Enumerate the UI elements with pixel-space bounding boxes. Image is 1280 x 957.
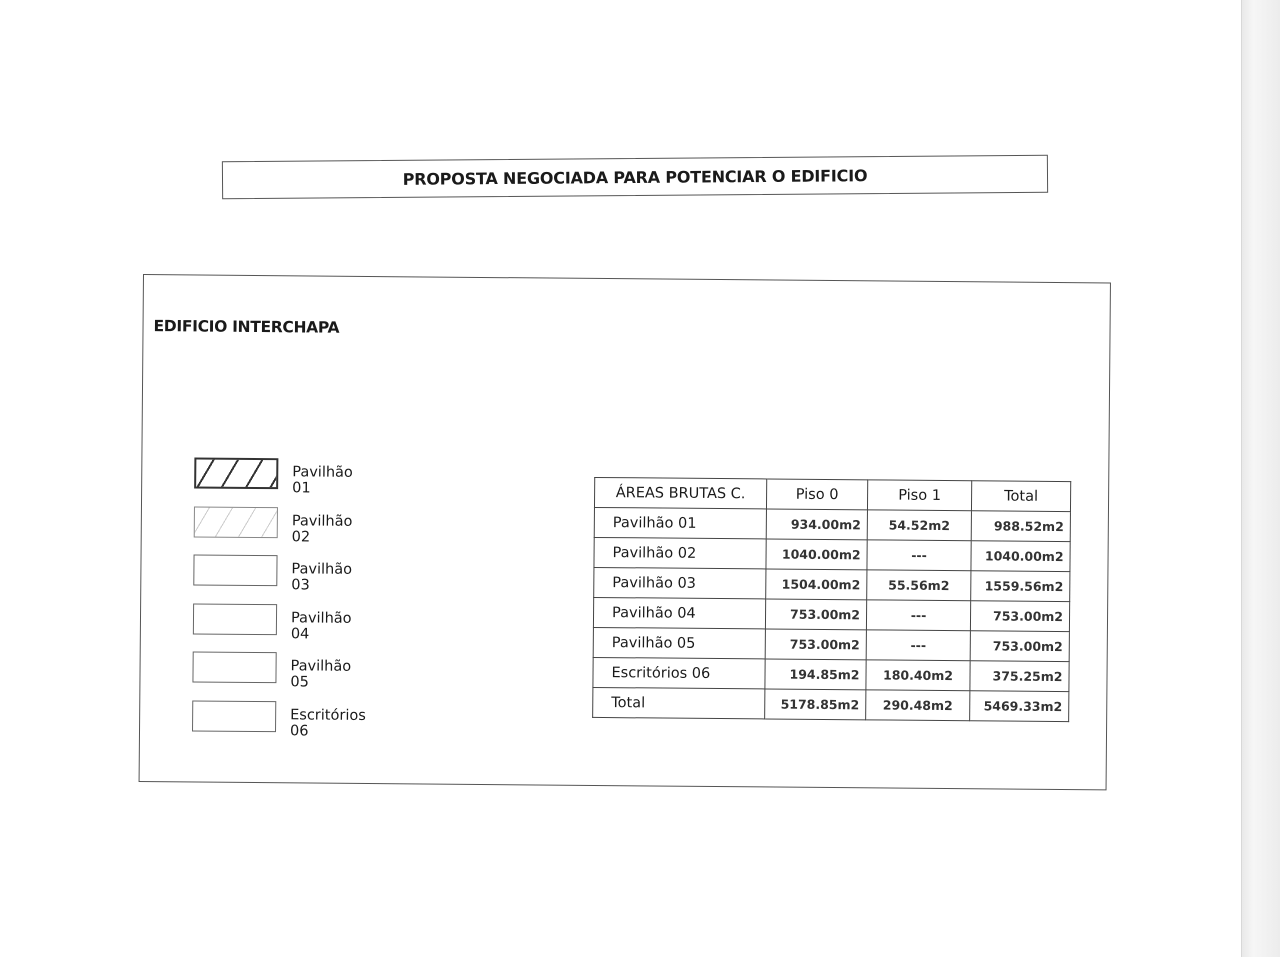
area-cell: --- — [866, 600, 970, 631]
area-cell: 753.00m2 — [765, 599, 866, 630]
legend-label: Pavilhão 03 — [291, 561, 353, 594]
row-label: Pavilhão 03 — [594, 567, 766, 598]
column-header: Piso 0 — [766, 479, 867, 510]
table-row — [593, 687, 1069, 721]
table-row — [593, 657, 1069, 691]
column-header: ÁREAS BRUTAS C. — [594, 477, 766, 508]
area-cell: 290.48m2 — [866, 690, 970, 721]
row-label: Pavilhão 04 — [593, 597, 765, 628]
area-cell: 1504.00m2 — [766, 569, 867, 600]
area-cell: 5469.33m2 — [970, 691, 1069, 722]
document-title: PROPOSTA NEGOCIADA PARA POTENCIAR O EDIFICIO — [402, 165, 868, 189]
blank-swatch-icon — [193, 603, 277, 635]
row-label: Pavilhão 02 — [594, 537, 766, 568]
area-cell: 753.00m2 — [970, 631, 1069, 662]
legend-label: Pavilhão 01 — [292, 464, 353, 497]
area-cell: 988.52m2 — [971, 511, 1070, 542]
table-row — [594, 537, 1070, 571]
legend — [192, 457, 366, 748]
table-header-row — [594, 477, 1070, 511]
area-cell: 54.52m2 — [867, 510, 971, 541]
areas-table — [592, 477, 1071, 722]
column-header: Piso 1 — [867, 480, 971, 511]
area-cell: --- — [866, 630, 970, 661]
table-row — [593, 597, 1069, 631]
area-cell: 753.00m2 — [970, 601, 1069, 632]
legend-label: Pavilhão 04 — [290, 609, 352, 642]
area-cell: --- — [867, 540, 971, 571]
blank-swatch-icon — [193, 554, 277, 586]
hatched-swatch-icon — [194, 457, 278, 489]
area-cell: 1040.00m2 — [971, 541, 1070, 572]
area-cell: 1040.00m2 — [766, 539, 867, 570]
area-cell: 753.00m2 — [765, 629, 866, 660]
area-cell: 1559.56m2 — [971, 571, 1070, 602]
legend-label: Pavilhão 02 — [291, 512, 353, 545]
column-header: Total — [971, 481, 1070, 512]
table-row — [594, 507, 1070, 541]
blank-swatch-icon — [192, 700, 276, 732]
blank-swatch-icon — [192, 651, 276, 683]
building-name: EDIFICIO INTERCHAPA — [153, 317, 340, 337]
row-label: Total — [593, 687, 765, 718]
area-cell: 375.25m2 — [970, 661, 1069, 692]
area-cell: 5178.85m2 — [765, 689, 866, 720]
legend-label: Escritórios 06 — [289, 706, 366, 739]
area-cell: 194.85m2 — [765, 659, 866, 690]
row-label: Pavilhão 01 — [594, 507, 766, 538]
row-label: Pavilhão 05 — [593, 627, 765, 658]
area-cell: 934.00m2 — [766, 509, 867, 540]
title-box — [222, 155, 1048, 199]
table-row — [594, 567, 1070, 601]
legend-label: Pavilhão 05 — [290, 658, 352, 691]
row-label: Escritórios 06 — [593, 657, 765, 688]
table-row — [593, 627, 1069, 661]
page-edge — [1241, 0, 1280, 957]
area-cell: 55.56m2 — [867, 570, 971, 601]
dotted-swatch-icon — [194, 506, 278, 538]
building-panel — [139, 274, 1111, 790]
area-cell: 180.40m2 — [866, 660, 970, 691]
